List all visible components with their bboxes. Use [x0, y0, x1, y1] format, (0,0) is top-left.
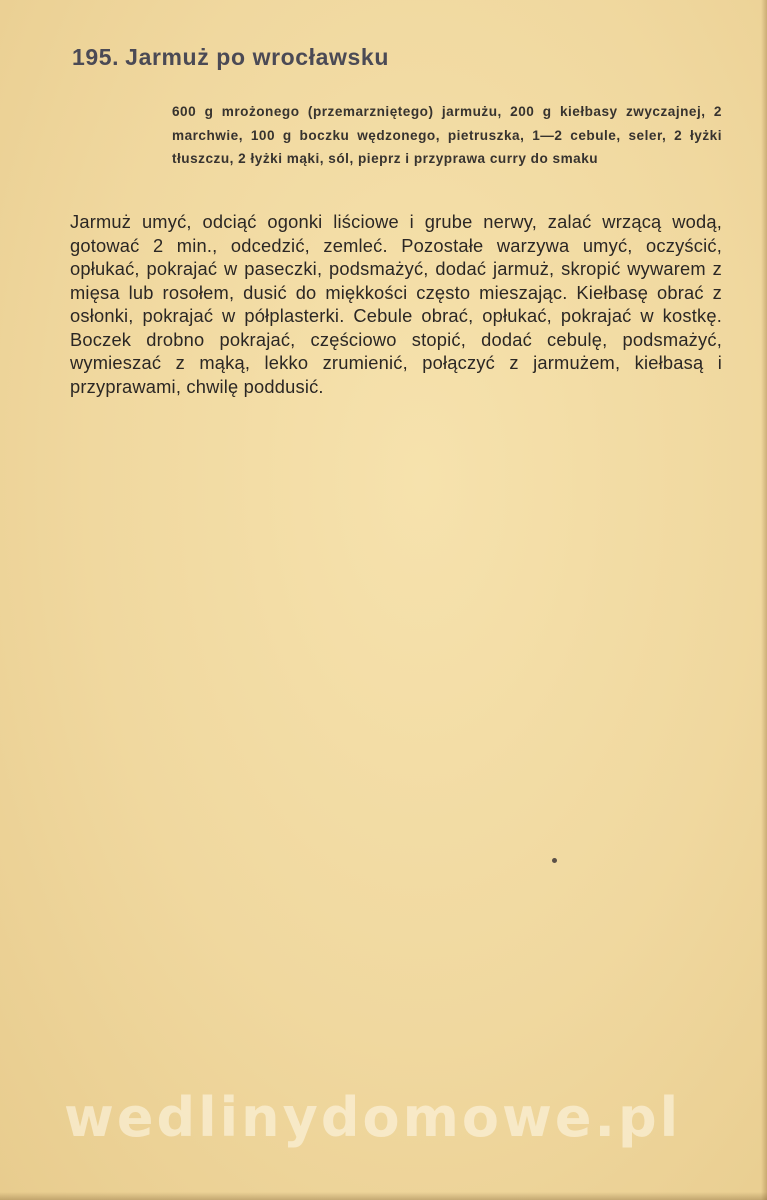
recipe-number: 195.	[72, 44, 120, 70]
watermark: wedlinydomowe.pl	[64, 1086, 682, 1149]
page-edge-shadow-bottom	[0, 1192, 767, 1200]
recipe-title	[72, 44, 389, 71]
page-edge-shadow-right	[761, 0, 767, 1200]
ingredients-list: 600 g mrożonego (przemarzniętego) jarmużu, 200 g kiełbasy zwyczajnej, 2 marchwie, 100 g boczku wędzonego, pietruszka, 1—2 cebule, seler, 2 łyżki tłuszczu, 2 łyżki mąki, sól, pieprz i przyprawa curry do smaku	[172, 104, 722, 166]
paper-speck	[552, 858, 557, 863]
recipe-title-text: Jarmuż po wrocławsku	[125, 44, 389, 70]
instructions-text: Jarmuż umyć, odciąć ogonki liściowe i grube nerwy, zalać wrzącą wodą, gotować 2 min., odcedzić, zemleć. Pozostałe warzywa umyć, oczyścić, opłukać, pokrajać w paseczki, podsmażyć, dodać jarmuż, skropić wywarem z mięsa lub rosołem, dusić do miękkości często mieszając. Kiełbasę obrać z osłonki, pokrajać w półplasterki. Cebule obrać, opłukać, pokrajać w kostkę. Boczek drobno pokrajać, częściowo stopić, dodać cebulę, podsmażyć, wymieszać z mąką, lekko zrumienić, połączyć z jarmużem, kiełbasą i przyprawami, chwilę poddusić.	[70, 211, 722, 397]
